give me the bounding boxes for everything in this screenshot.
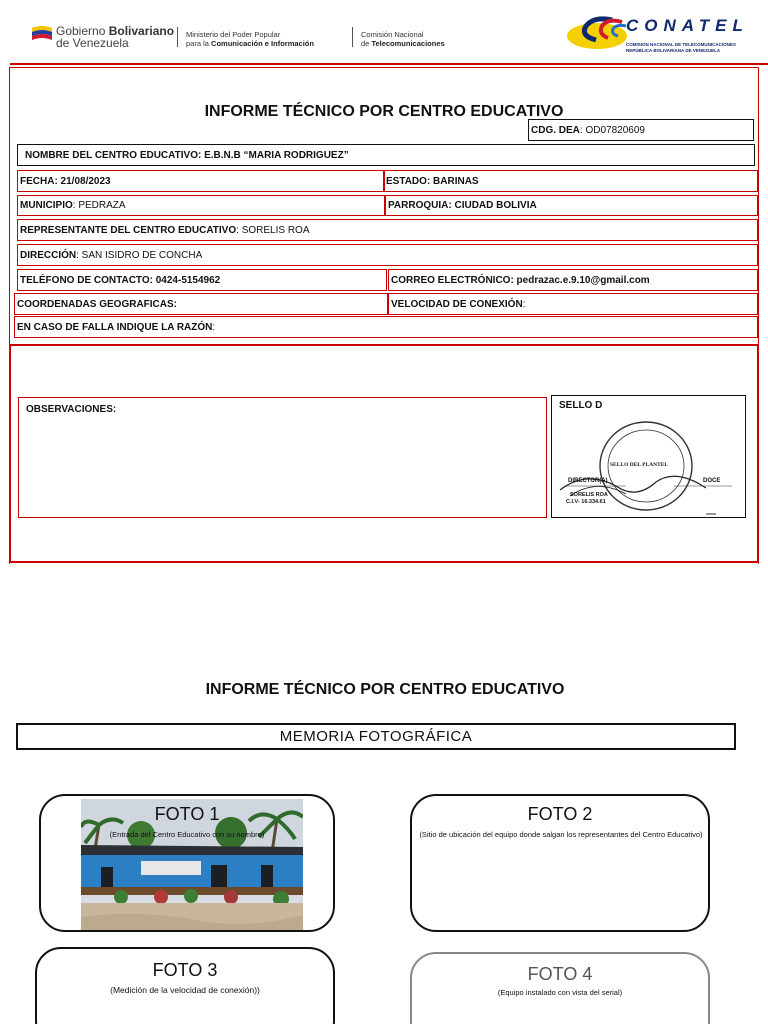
conatel-brand: CONATEL [626,16,749,35]
ministerio-text: Ministerio del Poder Popular para la Comunicación e Información [186,30,314,48]
photo-slot-2 [410,794,710,932]
stamp-name-text: SORELIS ROA [570,492,608,498]
photo-slot-3 [35,947,335,1024]
header-separator [177,27,178,47]
form-border-top [9,67,759,68]
conatel-subtitle: COMISION NACIONAL DE TELECOMUNICACIONES REPÚBLICA BOLIVARIANA DE VENEZUELA [626,42,736,53]
photo-4-title: FOTO 4 [527,964,593,984]
stamp-ring-text: SELLO DEL PLANTEL [610,462,669,468]
parroquia-field: PARROQUIA: CIUDAD BOLIVIA [385,195,758,216]
photo-3-caption: (Medición de la velocidad de conexión)) [110,985,260,995]
conatel-swoosh-icon [566,14,628,50]
stamp-docente-text: DOCE [703,478,721,484]
school-name-field: NOMBRE DEL CENTRO EDUCATIVO: E.B.N.B “MARIA RODRIGUEZ” [17,144,755,166]
velocidad-field: VELOCIDAD DE CONEXIÓN : [388,293,758,315]
photo-2-caption: (Sitio de ubicación del equipo donde salgan los representantes del Centro Educativo) [419,830,703,839]
memoria-fotografica-banner: MEMORIA FOTOGRÁFICA [16,723,736,750]
gobierno-bolivariano-logo-text: Gobierno Bolivariano de Venezuela [56,24,175,50]
photo-4-caption: (Equipo instalado con vista del serial) [497,988,623,997]
photo-slot-1 [39,794,335,932]
estado-field: ESTADO: BARINAS [383,170,758,192]
stamp-ci-text: C.I.V- 16.334.61 [566,499,606,505]
stamp-director-text: DIRECTOR(A) [568,478,608,484]
header-divider [10,63,768,65]
comision-text: Comisión Nacional de Telecomunicaciones [361,30,445,48]
representante-field: REPRESENTANTE DEL CENTRO EDUCATIVO : SORELIS ROA [17,219,758,241]
photo-1-caption: (Entrada del Centro Educativo con su nombre) [109,830,265,839]
cdg-dea-field: CDG. DEA : OD07820609 [528,119,754,141]
coordenadas-field: COORDENADAS GEOGRAFICAS: [14,293,388,315]
photo-slot-4 [410,952,710,1024]
report-title-2: INFORME TÉCNICO POR CENTRO EDUCATIVO [205,681,565,698]
photo-2-title: FOTO 2 [527,804,593,824]
photo-3-title: FOTO 3 [152,960,218,980]
venezuela-flag-icon [30,22,54,46]
municipio-field: MUNICIPIO : PEDRAZA [17,195,385,216]
photo-1-title: FOTO 1 [154,804,220,824]
header-separator [352,27,353,47]
fecha-field: FECHA: 21/08/2023 [17,170,385,192]
telefono-field: TELÉFONO DE CONTACTO: 0424-5154962 [17,269,387,291]
correo-field: CORREO ELECTRÓNICO: pedrazac.e.9.10@gmail.com [388,269,758,291]
report-title: INFORME TÉCNICO POR CENTRO EDUCATIVO [204,103,564,120]
observaciones-box: OBSERVACIONES: [18,397,547,518]
direccion-field: DIRECCIÓN : SAN ISIDRO DE CONCHA [17,244,758,266]
sello-label: SELLO D [559,400,603,411]
falla-field: EN CASO DE FALLA INDIQUE LA RAZÓN : [14,316,758,338]
